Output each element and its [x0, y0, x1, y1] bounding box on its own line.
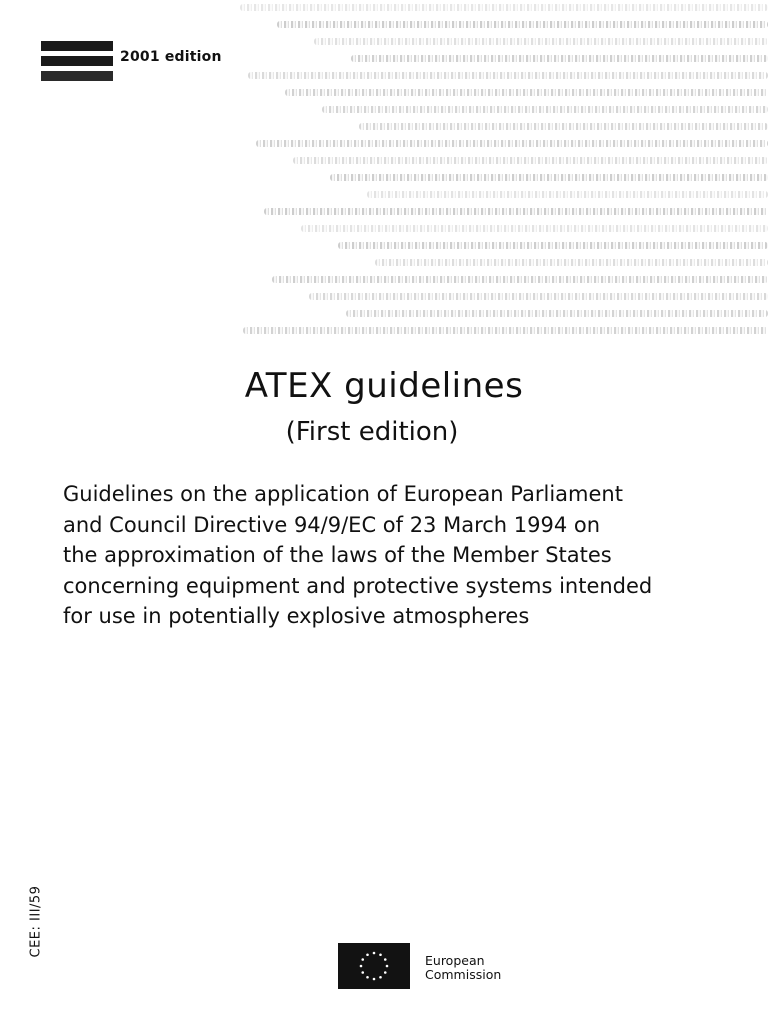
texture-row — [309, 293, 768, 300]
texture-row — [243, 327, 768, 334]
halftone-texture — [180, 0, 768, 350]
texture-row — [330, 174, 768, 181]
publisher-line1: European — [425, 953, 485, 968]
document-title-text: ATEX guidelines — [244, 366, 524, 406]
flag-star — [384, 958, 387, 961]
texture-row — [248, 72, 768, 79]
eu-flag-icon — [338, 943, 410, 989]
texture-row — [264, 208, 768, 215]
texture-row — [322, 106, 768, 113]
texture-row — [272, 276, 768, 283]
texture-row — [375, 259, 768, 266]
flag-star — [386, 965, 389, 968]
flag-star — [361, 958, 364, 961]
edition-bars-icon — [41, 41, 113, 86]
flag-star — [379, 953, 382, 956]
document-description — [63, 479, 743, 632]
edition-label: 2001 edition — [120, 49, 222, 65]
flag-star — [384, 971, 387, 974]
description-line: Guidelines on the application of European Parliament — [63, 482, 623, 506]
catalogue-code — [2, 885, 82, 958]
document-subtitle: (First edition) — [285, 417, 459, 447]
texture-row — [346, 310, 768, 317]
document-title — [0, 366, 768, 406]
flag-star — [361, 971, 364, 974]
description-line: and Council Directive 94/9/EC of 23 March 1994 on — [63, 512, 601, 537]
catalogue-code-text: CEE: III/59 — [28, 885, 44, 958]
publisher-line2: Commission — [425, 967, 502, 982]
texture-row — [314, 38, 768, 45]
texture-row — [301, 225, 768, 232]
texture-row — [351, 55, 768, 62]
flag-star — [373, 952, 376, 955]
texture-row — [338, 242, 768, 249]
texture-row — [277, 21, 768, 28]
texture-row — [367, 191, 768, 198]
flag-star — [360, 965, 363, 968]
texture-row — [285, 89, 768, 96]
texture-row — [293, 157, 768, 164]
description-line: for use in potentially explosive atmospheres — [63, 604, 530, 628]
flag-star — [366, 976, 369, 979]
texture-row — [240, 4, 768, 11]
description-line: the approximation of the laws of the Member States — [63, 543, 612, 567]
texture-row — [359, 123, 768, 130]
flag-star — [379, 976, 382, 979]
description-line: concerning equipment and protective systems intended — [63, 573, 653, 598]
flag-star — [373, 978, 376, 981]
flag-star — [366, 953, 369, 956]
texture-row — [256, 140, 768, 147]
publisher-name — [425, 954, 501, 982]
